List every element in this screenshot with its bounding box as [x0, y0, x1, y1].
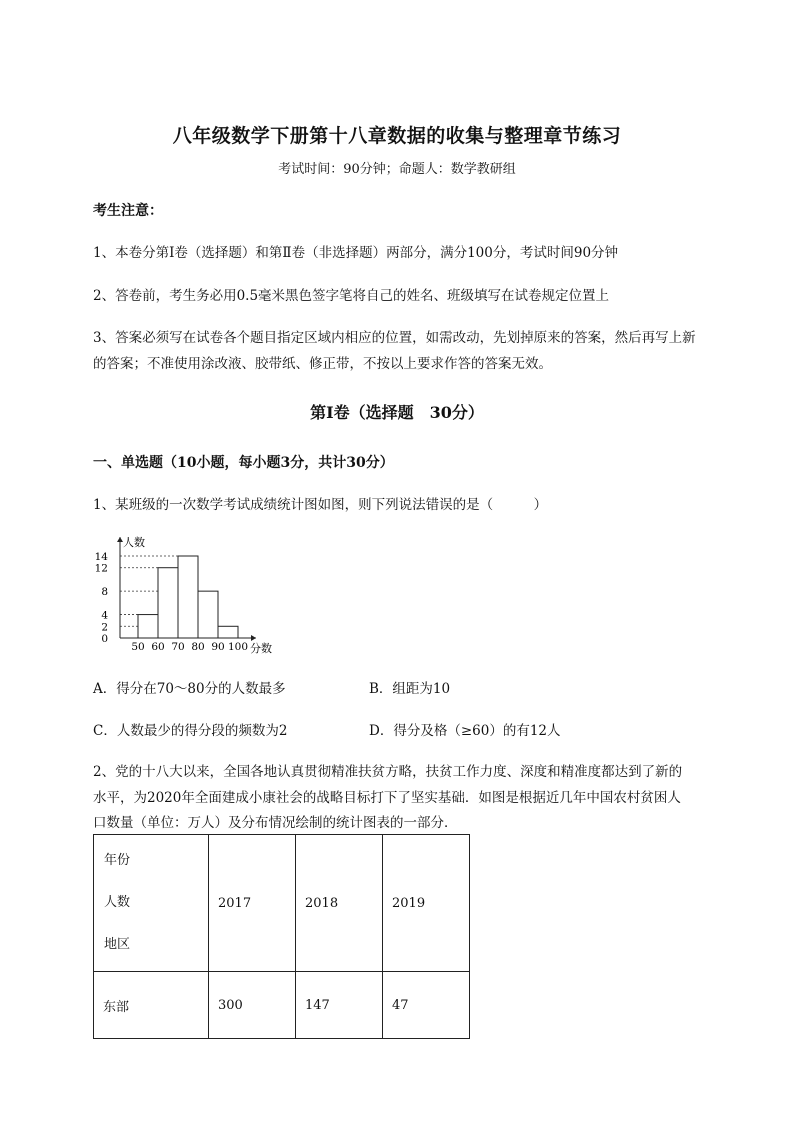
part-heading: 一、单选题（10小题，每小题3分，共计30分）: [93, 455, 394, 471]
year-header: 2019: [383, 835, 470, 972]
year-header: 2017: [209, 835, 296, 972]
q1-option-b: B．组距为10: [369, 681, 451, 697]
q1-option-a: A．得分在70～80分的人数最多: [93, 681, 286, 697]
value-cell: 47: [383, 972, 470, 1039]
histogram-bar: [178, 556, 198, 638]
notes-heading: 考生注意：: [93, 203, 163, 219]
header-label-region: 地区: [104, 937, 131, 952]
note-item-2: 2、答卷前，考生务必用0.5毫米黑色签字笔将自己的姓名、班级填写在试卷规定位置上: [93, 288, 610, 304]
note-item-1: 1、本卷分第Ⅰ卷（选择题）和第Ⅱ卷（非选择题）两部分，满分100分，考试时间90分钟: [93, 245, 619, 261]
y-tick-label: 2: [101, 621, 108, 634]
q2-stem-line-2: 水平，为2020年全面建成小康社会的战略目标打下了坚实基础．如图是根据近几年中国农村贫困人: [93, 790, 681, 806]
region-cell: 东部: [94, 972, 209, 1039]
y-tick-label: 0: [101, 633, 108, 645]
y-tick-label: 8: [101, 586, 108, 599]
note-item-3: 3、答案必须写在试卷各个题目指定区域内相应的位置，如需改动，先划掉原来的答案，然后再写上新: [93, 330, 696, 346]
x-axis-arrow-icon: [251, 635, 256, 641]
year-header: 2018: [296, 835, 383, 972]
x-tick-label: 50: [131, 641, 145, 653]
histogram-bar: [218, 626, 238, 638]
table-corner-cell: [94, 835, 209, 972]
x-tick-label: 70: [171, 641, 185, 653]
q2-stem-line-1: 2、党的十八大以来，全国各地认真贯彻精准扶贫方略，扶贫工作力度、深度和精准度都达到了新的: [93, 764, 683, 780]
value-cell: 300: [209, 972, 296, 1039]
y-tick-label: 14: [94, 551, 108, 563]
y-tick-label: 12: [94, 562, 108, 575]
x-axis-label: 分数: [250, 642, 272, 655]
q1-option-c: C．人数最少的得分段的频数为2: [93, 723, 288, 739]
header-label-count: 人数: [104, 895, 131, 910]
histogram-bar: [158, 568, 178, 638]
y-tick-label: 4: [101, 609, 108, 622]
x-tick-label: 100: [227, 641, 249, 653]
histogram-bar: [138, 615, 158, 638]
value-cell: 147: [296, 972, 383, 1039]
x-tick-label: 60: [151, 641, 165, 653]
q1-stem: 1、某班级的一次数学考试成绩统计图如图，则下列说法错误的是（ ）: [93, 497, 548, 513]
table-row: [94, 972, 470, 1039]
note-item-3-cont: 的答案；不准使用涂改液、胶带纸、修正带，不按以上要求作答的答案无效。: [93, 356, 552, 372]
x-tick-label: 80: [191, 641, 205, 653]
poverty-table: [93, 834, 470, 1039]
y-axis-label: 人数: [123, 536, 145, 549]
header-label-year: 年份: [104, 853, 131, 868]
table-header-row: [94, 835, 470, 972]
histogram-bar: [198, 591, 218, 638]
document-subtitle: 考试时间：90分钟；命题人：数学教研组: [278, 162, 516, 177]
score-histogram: [88, 534, 298, 659]
section-title: 第Ⅰ卷（选择题 30分）: [310, 403, 484, 422]
x-tick-label: 90: [211, 641, 225, 653]
q2-stem-line-3: 口数量（单位：万人）及分布情况绘制的统计图表的一部分．: [93, 815, 458, 831]
q1-option-d: D．得分及格（≥60）的有12人: [369, 723, 561, 739]
document-title: 八年级数学下册第十八章数据的收集与整理章节练习: [172, 125, 622, 147]
